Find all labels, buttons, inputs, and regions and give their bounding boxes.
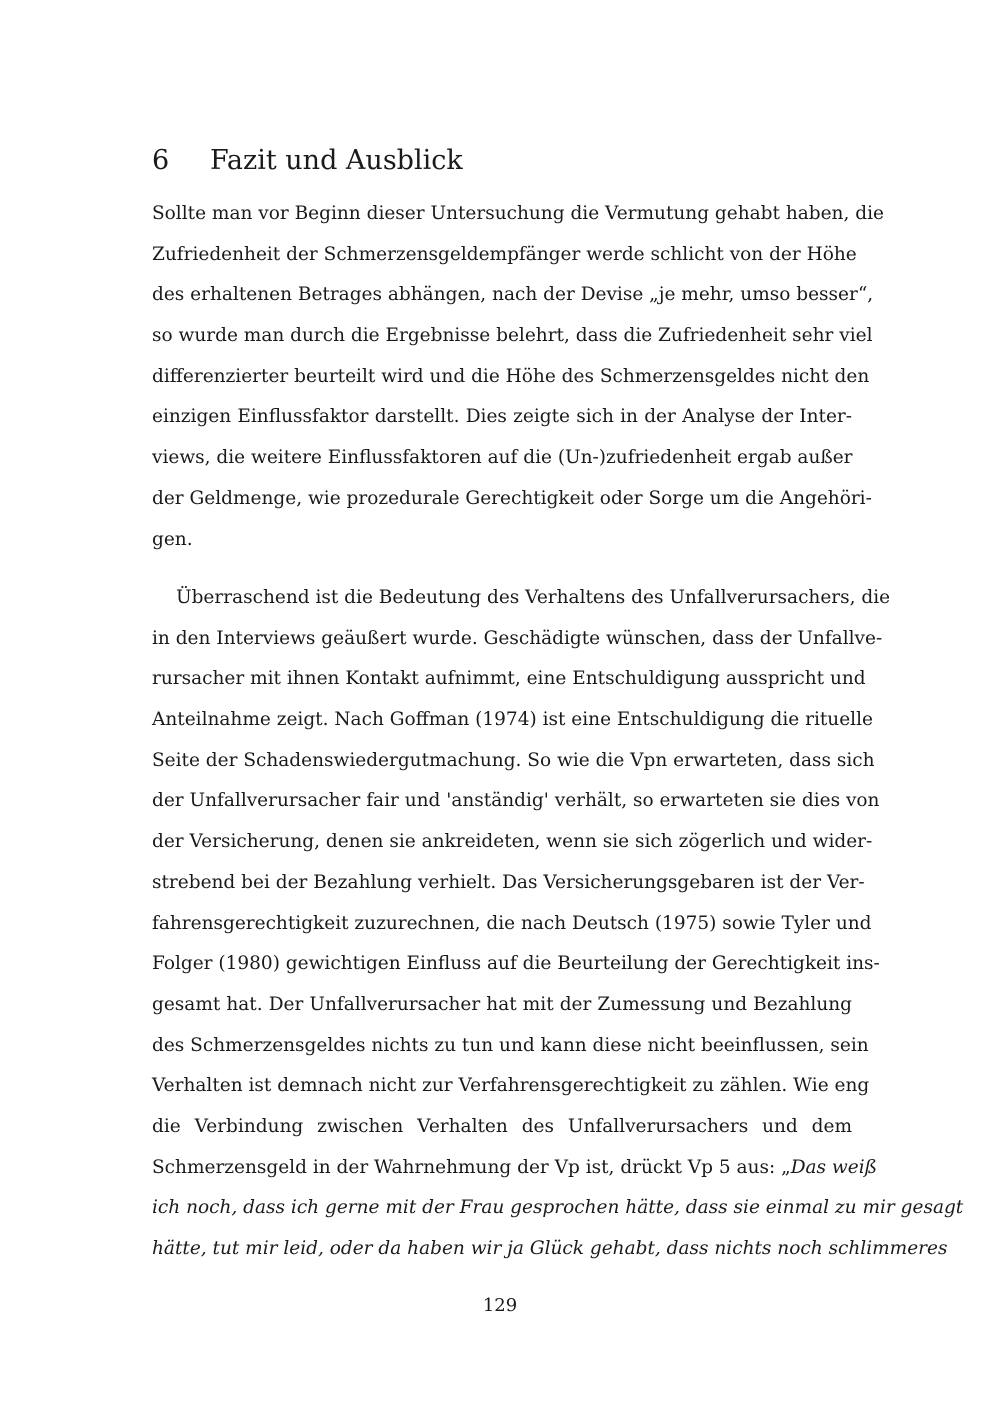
section-title: Fazit und Ausblick [210,145,463,176]
quote-lead-in: Schmerzensgeld in der Wahrnehmung der Vp ist, drückt Vp 5 aus: „ [152,1156,791,1178]
quote-line: hätte, tut mir leid, oder da haben wir ja Glück gehabt, dass nichts noch schlimmeres [152,1238,948,1259]
text-line: der Geldmenge, wie prozedurale Gerechtigkeit oder Sorge um die Angehöri- [152,487,872,509]
text-line: Verhalten ist demnach nicht zur Verfahrensgerechtigkeit zu zählen. Wie eng [152,1075,870,1097]
text-line: Anteilnahme zeigt. Nach Goffman (1974) ist eine Entschuldigung die rituelle [152,709,873,731]
text-line: des Schmerzensgeldes nichts zu tun und kann diese nicht beeinflussen, sein [152,1034,869,1056]
text-line: Sollte man vor Beginn dieser Untersuchung die Vermutung gehabt haben, die [152,203,884,224]
text-line: so wurde man durch die Ergebnisse belehrt, dass die Zufriedenheit sehr viel [152,325,873,347]
paragraph-1 [152,194,884,560]
text-line: strebend bei der Bezahlung verhielt. Das Versicherungsgebaren ist der Ver- [152,871,865,893]
text-line-with-quote-start [152,1148,877,1189]
text-line: Seite der Schadenswiedergutmachung. So wie die Vpn erwarteten, dass sich [152,749,875,771]
text-line: in den Interviews geäußert wurde. Geschädigte wünschen, dass der Unfallve- [152,627,883,649]
text-line: differenzierter beurteilt wird und die Höhe des Schmerzensgeldes nicht den [152,365,870,387]
page-number: 129 [482,1295,518,1316]
text-line: Überraschend ist die Bedeutung des Verhaltens des Unfallverursachers, die [176,587,891,608]
text-line: views, die weitere Einflussfaktoren auf die (Un-)zufriedenheit ergab außer [152,447,853,469]
section-heading [152,143,463,179]
quote-line: ich noch, dass ich gerne mit der Frau gesprochen hätte, dass sie einmal zu mir gesagt [152,1197,964,1219]
text-line: fahrensgerechtigkeit zuzurechnen, die nach Deutsch (1975) sowie Tyler und [152,912,872,934]
text-line: gen. [152,528,193,550]
section-number: 6 [152,145,170,176]
text-line: Zufriedenheit der Schmerzensgeldempfänger werde schlicht von der Höhe [152,243,857,265]
text-line: der Versicherung, denen sie ankreideten, wenn sie sich zögerlich und wider- [152,831,873,853]
text-line: der Unfallverursacher fair und 'anständig' verhält, so erwarteten sie dies von [152,790,880,812]
text-line: einzigen Einflussfaktor darstellt. Dies zeigte sich in der Analyse der Inter- [152,406,852,428]
text-line: gesamt hat. Der Unfallverursacher hat mit der Zumessung und Bezahlung [152,993,852,1015]
quote-text: Das weiß [790,1156,877,1178]
text-line: Folger (1980) gewichtigen Einfluss auf die Beurteilung der Gerechtigkeit ins- [152,953,880,975]
text-line: rursacher mit ihnen Kontakt aufnimmt, eine Entschuldigung ausspricht und [152,668,866,690]
text-line: des erhaltenen Betrages abhängen, nach der Devise „je mehr, umso besser“, [152,284,874,306]
text-line: die Verbindung zwischen Verhalten des Unfallverursachers und dem [152,1115,852,1137]
paragraph-2 [152,578,964,1270]
